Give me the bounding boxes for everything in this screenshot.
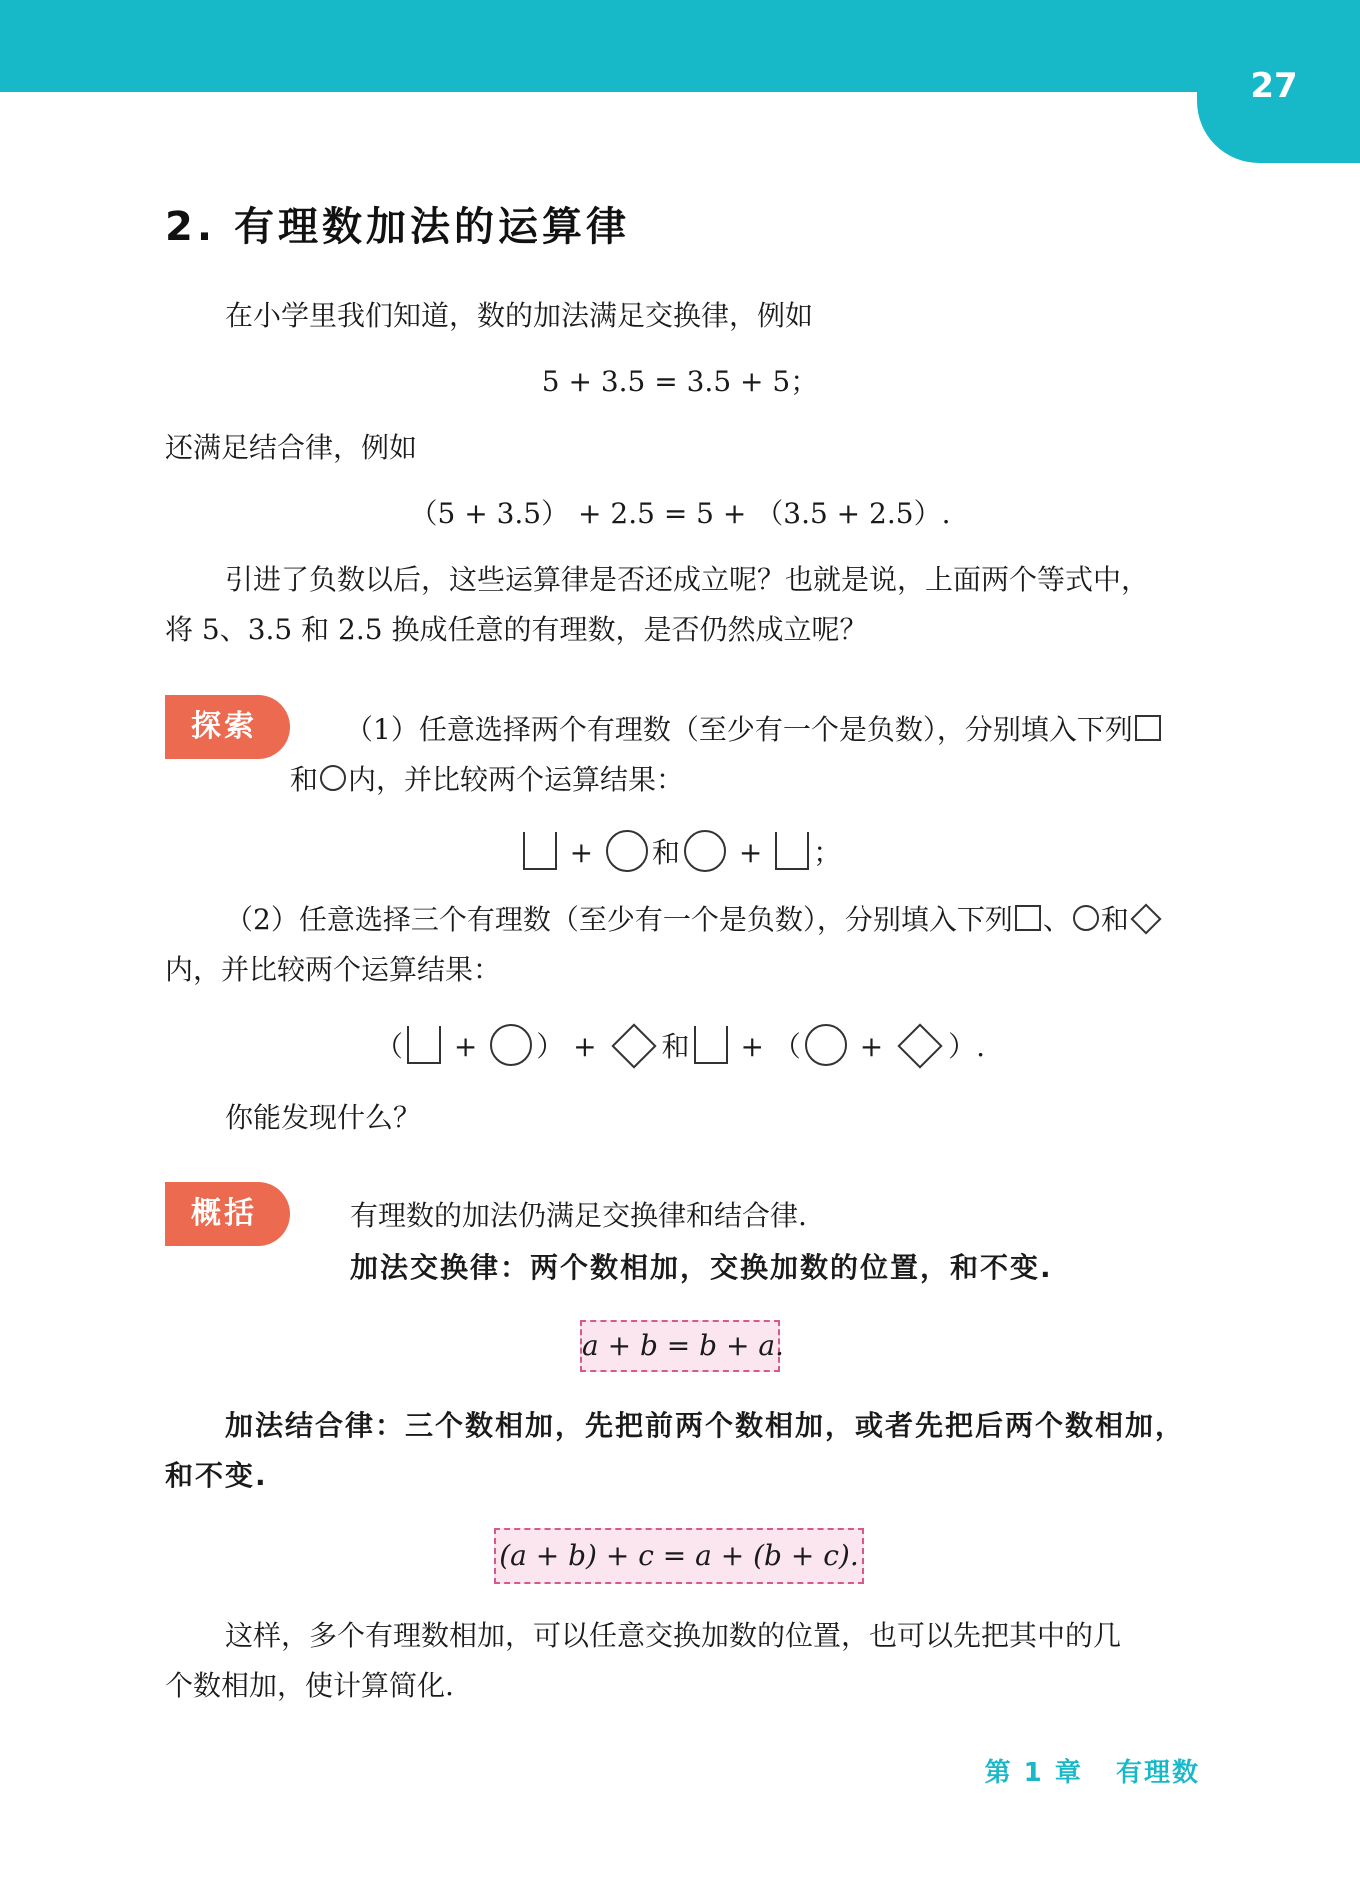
diamond-symbol	[1130, 903, 1161, 934]
intro-line-1: 在小学里我们知道，数的加法满足交换律，例如	[225, 299, 814, 332]
explore-q1-line-1: （1）任意选择两个有理数（至少有一个是负数），分别填入下列	[345, 712, 1163, 748]
blank-square	[694, 1026, 728, 1064]
blank-square	[775, 832, 809, 870]
square-symbol	[1135, 715, 1161, 741]
blank-diamond	[898, 1023, 943, 1068]
explore-equation-1: + 和 + ；	[0, 830, 1360, 872]
header-bar	[0, 0, 1360, 92]
equation-associative-example: （5 + 3.5） + 2.5 = 5 + （3.5 + 2.5）.	[409, 497, 951, 530]
explore-q2-line-2: 内，并比较两个运算结果：	[165, 953, 502, 986]
summary-tag: 概括	[165, 1182, 290, 1246]
page-number: 27	[1250, 66, 1298, 106]
intro-line-4: 将 5、3.5 和 2.5 换成任意的有理数，是否仍然成立呢？	[165, 613, 868, 646]
blank-circle	[684, 830, 726, 872]
blank-circle	[490, 1024, 532, 1066]
explore-tag: 探索	[165, 695, 290, 759]
explore-q2-line-1: （2）任意选择三个有理数（至少有一个是负数），分别填入下列 、 和	[225, 902, 1163, 938]
explore-q1-line-2: 和 内，并比较两个运算结果：	[290, 763, 685, 796]
commutative-rule: 加法交换律：两个数相加，交换加数的位置，和不变.	[350, 1251, 1053, 1284]
chapter-title: 有理数	[1115, 1758, 1200, 1788]
associative-rule-line-1: 加法结合律：三个数相加，先把前两个数相加，或者先把后两个数相加，	[225, 1409, 1186, 1442]
square-symbol	[1015, 905, 1041, 931]
conclusion-line-1: 这样，多个有理数相加，可以任意交换加数的位置，也可以先把其中的几	[225, 1619, 1122, 1652]
conclusion-line-2: 个数相加，使计算简化.	[165, 1669, 454, 1702]
blank-square	[523, 832, 557, 870]
equation-commutative-example: 5 + 3.5 = 3.5 + 5；	[541, 365, 819, 398]
associative-formula-box: (a + b) + c = a + (b + c).	[494, 1528, 864, 1584]
blank-diamond	[611, 1023, 656, 1068]
blank-circle	[805, 1024, 847, 1066]
circle-symbol	[1073, 905, 1099, 931]
explore-equation-2: （ + ） + 和 + （ + ）.	[0, 1024, 1360, 1066]
intro-line-3: 引进了负数以后，这些运算律是否还成立呢？也就是说，上面两个等式中，	[225, 563, 1150, 596]
explore-question: 你能发现什么？	[225, 1101, 422, 1134]
chapter-number: 第 1 章	[984, 1758, 1083, 1788]
commutative-formula-box: a + b = b + a.	[580, 1320, 780, 1372]
blank-circle	[606, 830, 648, 872]
section-title: 2. 有理数加法的运算律	[165, 204, 630, 250]
circle-symbol	[320, 765, 346, 791]
associative-rule-line-2: 和不变.	[165, 1459, 268, 1492]
intro-line-2: 还满足结合律，例如	[165, 431, 418, 464]
blank-square	[407, 1026, 441, 1064]
chapter-footer	[985, 1752, 1200, 1789]
summary-line-1: 有理数的加法仍满足交换律和结合律.	[350, 1199, 807, 1232]
